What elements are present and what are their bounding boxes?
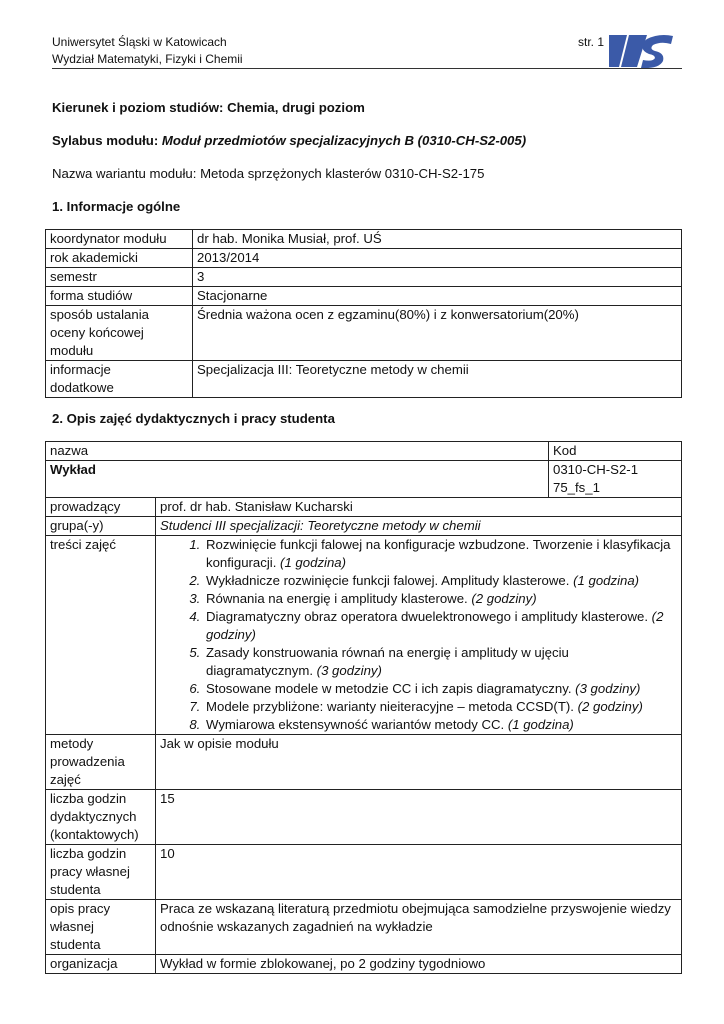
course-description-table [45, 441, 682, 974]
head-kod: Kod [549, 442, 682, 461]
row-label: treści zajęć [46, 536, 156, 735]
table-row [46, 306, 682, 361]
sylabus-value: Moduł przedmiotów specjalizacyjnych B (0310-CH-S2-005) [161, 133, 527, 148]
table-row [46, 790, 682, 845]
row-value: 10 [156, 845, 682, 900]
row-value: 15 [156, 790, 682, 845]
header-rule [52, 68, 682, 69]
page-header [52, 34, 243, 68]
table-row [46, 230, 682, 249]
page-number: str. 1 [578, 35, 605, 49]
list-item: 8. Wymiarowa ekstensywność wariantów metody CC. (1 godzina) [204, 716, 677, 734]
table-row [46, 268, 682, 287]
section1-title: 1. Informacje ogólne [52, 199, 181, 214]
wyklad-label: Wykład [46, 461, 549, 498]
table-row [46, 498, 682, 517]
head-nazwa: nazwa [46, 442, 549, 461]
table-row [46, 735, 682, 790]
row-label: sposób ustalania oceny końcowej modułu [46, 306, 193, 361]
table-row [46, 361, 682, 398]
row-label: liczba godzin pracy własnej studenta [46, 845, 156, 900]
section2-title: 2. Opis zajęć dydaktycznych i pracy studenta [52, 411, 335, 426]
row-label: metody prowadzenia zajęć [46, 735, 156, 790]
table-row [46, 287, 682, 306]
row-value: dr hab. Monika Musiał, prof. UŚ [193, 230, 682, 249]
list-item: 6. Stosowane modele w metodzie CC i ich zapis diagramatyczny. (3 godziny) [204, 680, 677, 698]
general-info-table [45, 229, 682, 398]
kierunek-heading: Kierunek i poziom studiów: Chemia, drugi poziom [52, 100, 365, 115]
table-row [46, 461, 682, 498]
row-label: prowadzący [46, 498, 156, 517]
list-item: 3. Równania na energię i amplitudy klasterowe. (2 godziny) [204, 590, 677, 608]
row-value: Studenci III specjalizacji: Teoretyczne metody w chemii [156, 517, 682, 536]
row-value: 3 [193, 268, 682, 287]
table-row [46, 536, 682, 735]
row-value: Praca ze wskazaną literaturą przedmiotu obejmująca samodzielne przyswojenie wiedzy odnośnie wskazanych zagadnień na wykładzie [156, 900, 682, 955]
row-label: semestr [46, 268, 193, 287]
table-row [46, 955, 682, 974]
row-value: 2013/2014 [193, 249, 682, 268]
sylabus-prefix: Sylabus modułu: [52, 133, 162, 148]
row-label: organizacja [46, 955, 156, 974]
table-row [46, 249, 682, 268]
row-value: Jak w opisie modułu [156, 735, 682, 790]
row-value: prof. dr hab. Stanisław Kucharski [156, 498, 682, 517]
list-item: 2. Wykładnicze rozwinięcie funkcji falowej. Amplitudy klasterowe. (1 godzina) [204, 572, 677, 590]
list-item: 4. Diagramatyczny obraz operatora dwuelektronowego i amplitudy klasterowe. (2 godziny) [204, 608, 677, 644]
table-row [46, 517, 682, 536]
row-label: informacje dodatkowe [46, 361, 193, 398]
row-label: forma studiów [46, 287, 193, 306]
row-label: rok akademicki [46, 249, 193, 268]
row-label: liczba godzin dydaktycznych (kontaktowych) [46, 790, 156, 845]
row-value: Stacjonarne [193, 287, 682, 306]
row-label: opis pracy własnej studenta [46, 900, 156, 955]
list-item: 5. Zasady konstruowania równań na energię i amplitudy w ujęciu diagramatycznym. (3 godziny) [204, 644, 677, 680]
university-logo-icon [607, 31, 675, 71]
sylabus-heading [52, 132, 526, 150]
row-value: Specjalizacja III: Teoretyczne metody w chemii [193, 361, 682, 398]
tresci-cell [156, 536, 682, 735]
table-row [46, 845, 682, 900]
list-item: 1. Rozwinięcie funkcji falowej na konfiguracje wzbudzone. Tworzenie i klasyfikacja konfiguracji. (1 godzina) [204, 536, 677, 572]
kod-value: 0310-CH-S2-175_fs_1 [549, 461, 682, 498]
faculty-name: Wydział Matematyki, Fizyki i Chemii [52, 52, 243, 66]
table-row [46, 442, 682, 461]
row-value: Średnia ważona ocen z egzaminu(80%) i z konwersatorium(20%) [193, 306, 682, 361]
row-label: koordynator modułu [46, 230, 193, 249]
wariant-line: Nazwa wariantu modułu: Metoda sprzężonych klasterów 0310-CH-S2-175 [52, 166, 485, 181]
row-label: grupa(-y) [46, 517, 156, 536]
table-row [46, 900, 682, 955]
row-value: Wykład w formie zblokowanej, po 2 godziny tygodniowo [156, 955, 682, 974]
tresci-list [160, 536, 677, 734]
list-item: 7. Modele przybliżone: warianty nieiteracyjne – metoda CCSD(T). (2 godziny) [204, 698, 677, 716]
university-name: Uniwersytet Śląski w Katowicach [52, 35, 227, 49]
